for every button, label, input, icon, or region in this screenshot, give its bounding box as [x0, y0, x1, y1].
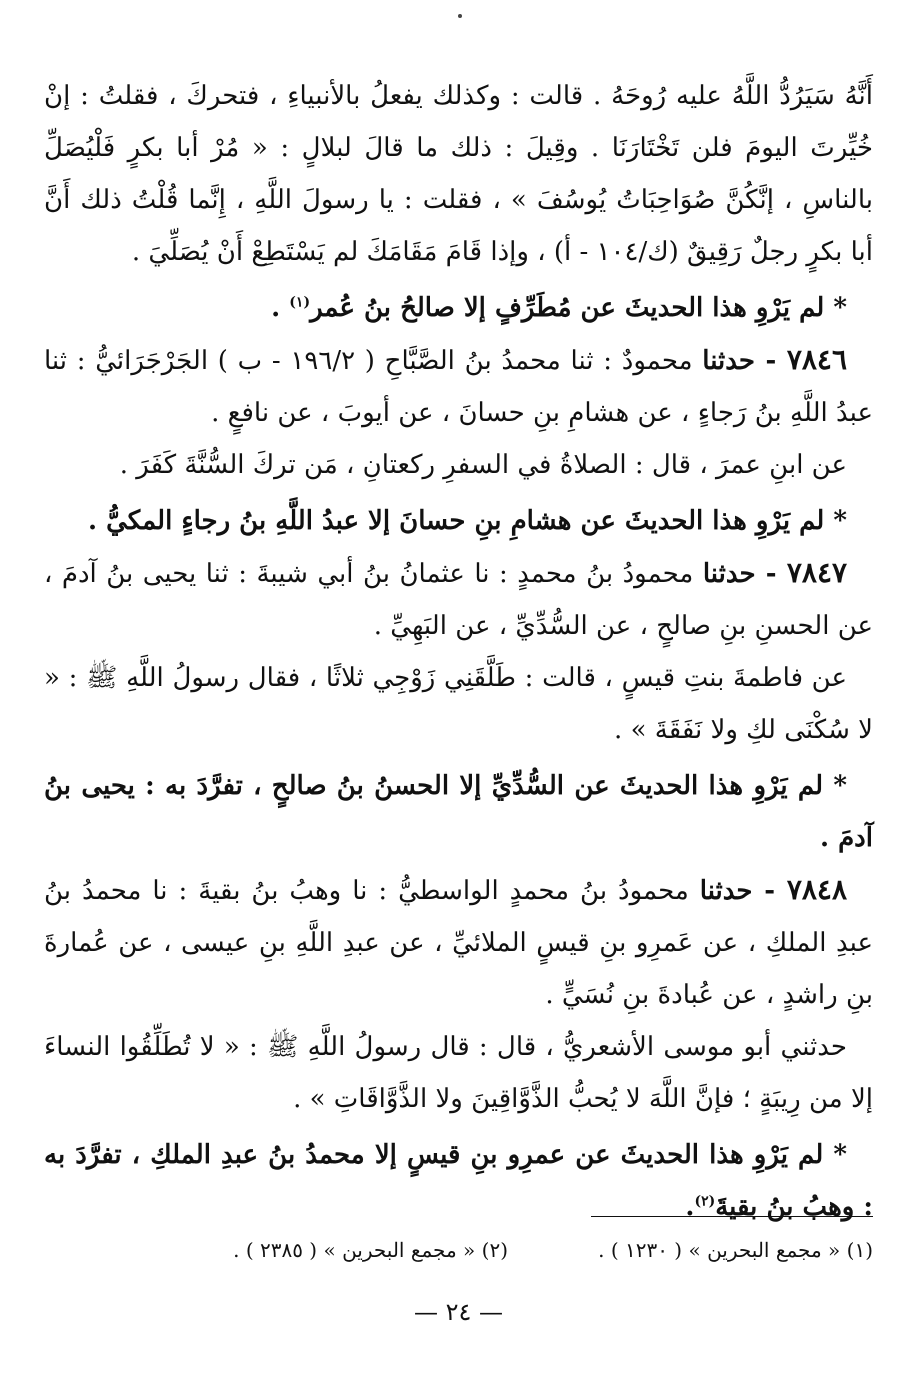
footnote-divider: [591, 1216, 873, 1217]
commentary-1: [44, 282, 873, 334]
hadith-number-7847: ٧٨٤٧: [786, 556, 848, 589]
hadith-7847-isnad: [44, 547, 873, 652]
hadith-7847-label: - حدثنا: [702, 559, 787, 589]
footnote-2: (٢) « مجمع البحرين » ( ٢٣٨٥ ) .: [233, 1238, 508, 1262]
commentary-2: * لم يَرْوِ هذا الحديثَ عن هشامِ بنِ حسانَ إلا عبدُ اللَّهِ بنُ رجاءٍ المكيُّ .: [87, 506, 847, 536]
hadith-7848-isnad-text: محمودُ بنُ محمدٍ الواسطيُّ : نا وهبُ بنُ بقيةَ : نا محمدُ بنُ عبدِ الملكِ ، عن عَمرِو بنِ قيسٍ الملائيِّ ، عن عبدِ اللَّهِ بنِ عيسى ، عن عُمارةَ بنِ راشدٍ ، عن عُبادةَ بنِ نُسَيٍّ .: [44, 876, 873, 1010]
hadith-7848-label: - حدثنا: [699, 876, 787, 906]
footnotes: [44, 1232, 873, 1268]
footnote-ref-2[interactable]: (٢): [694, 1193, 716, 1210]
hadith-7846-isnad-text: محمودٌ : ثنا محمدُ بنُ الصَّبَّاحِ ( ١٩٦/٢ - ب ) الجَرْجَرَائيُّ : ثنا عبدُ اللَّهِ بنُ رَجاءٍ ، عن هشامِ بنِ حسانَ ، عن أيوبَ ، عن نافعٍ .: [44, 346, 873, 428]
footnote-1: (١) « مجمع البحرين » ( ١٢٣٠ ) .: [598, 1238, 873, 1262]
paragraph-continuation: أَنَّهُ سَيَرُدُّ اللَّهُ عليه رُوحَهُ . قالت : وكذلك يفعلُ بالأنبياءِ ، فتحركَ ، فقلتُ : إنْ خُيِّرتَ اليومَ فلن تَخْتَارَنَا . وقِيلَ : ذلك ما قالَ لبلالٍ : « مُرْ أبا بكرٍ فَلْيُصَلِّ بالناسِ ، إنَّكُنَّ صُوَاحِبَاتُ يُوسُفَ » ، فقلت : يا رسولَ اللَّهِ ، إِنَّما قُلْتُ ذلك أَنَّ أبا بكرٍ رجلٌ رَقِيقٌ (ك/١٠٤ - أ) ، وإذا قَامَ مَقَامَكَ لم يَسْتَطِعْ أَنْ يُصَلِّيَ .: [44, 81, 873, 267]
footnote-ref-1[interactable]: (١): [289, 294, 311, 311]
page-body: [44, 70, 873, 1337]
commentary-1-end: .: [271, 293, 290, 323]
hadith-7847-matn: عن فاطمةَ بنتِ قيسٍ ، قالت : طَلَّقَنِي زَوْجِي ثلاثًا ، فقال رسولُ اللَّهِ ﷺ : « لا سُكْنَى لكِ ولا نَفَقَةَ » .: [44, 663, 873, 745]
hadith-7846-matn: عن ابنِ عمرَ ، قال : الصلاةُ في السفرِ ركعتانِ ، مَن تركَ السُّنَّةَ كَفَرَ .: [119, 450, 847, 480]
hadith-7846-isnad: [44, 334, 873, 439]
hadith-7847-isnad-text: محمودُ بنُ محمدٍ : نا عثمانُ بنُ أبي شيبةَ : ثنا يحيى بنُ آدمَ ، عن الحسنِ بنِ صالحٍ ، عن السُّدِّيِّ ، عن البَهِيِّ .: [44, 559, 873, 641]
commentary-4-end: .: [685, 1192, 695, 1222]
page-number: — ٢٤ —: [413, 1298, 504, 1326]
hadith-number-7848: ٧٨٤٨: [786, 873, 847, 906]
commentary-4: [44, 1129, 873, 1233]
hadith-number-7846: ٧٨٤٦: [786, 343, 847, 376]
hadith-7848-matn: حدثني أبو موسى الأشعريُّ ، قال : قال رسولُ اللَّهِ ﷺ : « لا تُطَلِّقُوا النساءَ إلا من رِيبَةٍ ؛ فإنَّ اللَّهَ لا يُحبُّ الذَّوَّاقِينَ ولا الذَّوَّاقَاتِ » .: [44, 1032, 873, 1114]
commentary-3: * لم يَرْوِ هذا الحديثَ عن السُّدِّيِّ إلا الحسنُ بنُ صالحٍ ، تفرَّدَ به : يحيى بنُ آدمَ .: [44, 771, 873, 853]
commentary-4-text: * لم يَرْوِ هذا الحديثَ عن عمرِو بنِ قيسٍ إلا محمدُ بنُ عبدِ الملكِ ، تفرَّدَ به : وهبُ بنُ بقيةَ: [44, 1140, 873, 1222]
hadith-7846-label: - حدثنا: [702, 346, 787, 376]
commentary-1-text: * لم يَرْوِ هذا الحديثَ عن مُطَرِّفٍ إلا صالحُ بنُ عُمر: [310, 293, 847, 323]
hadith-7848-isnad: [44, 864, 873, 1021]
page-top-dot: [458, 14, 462, 18]
